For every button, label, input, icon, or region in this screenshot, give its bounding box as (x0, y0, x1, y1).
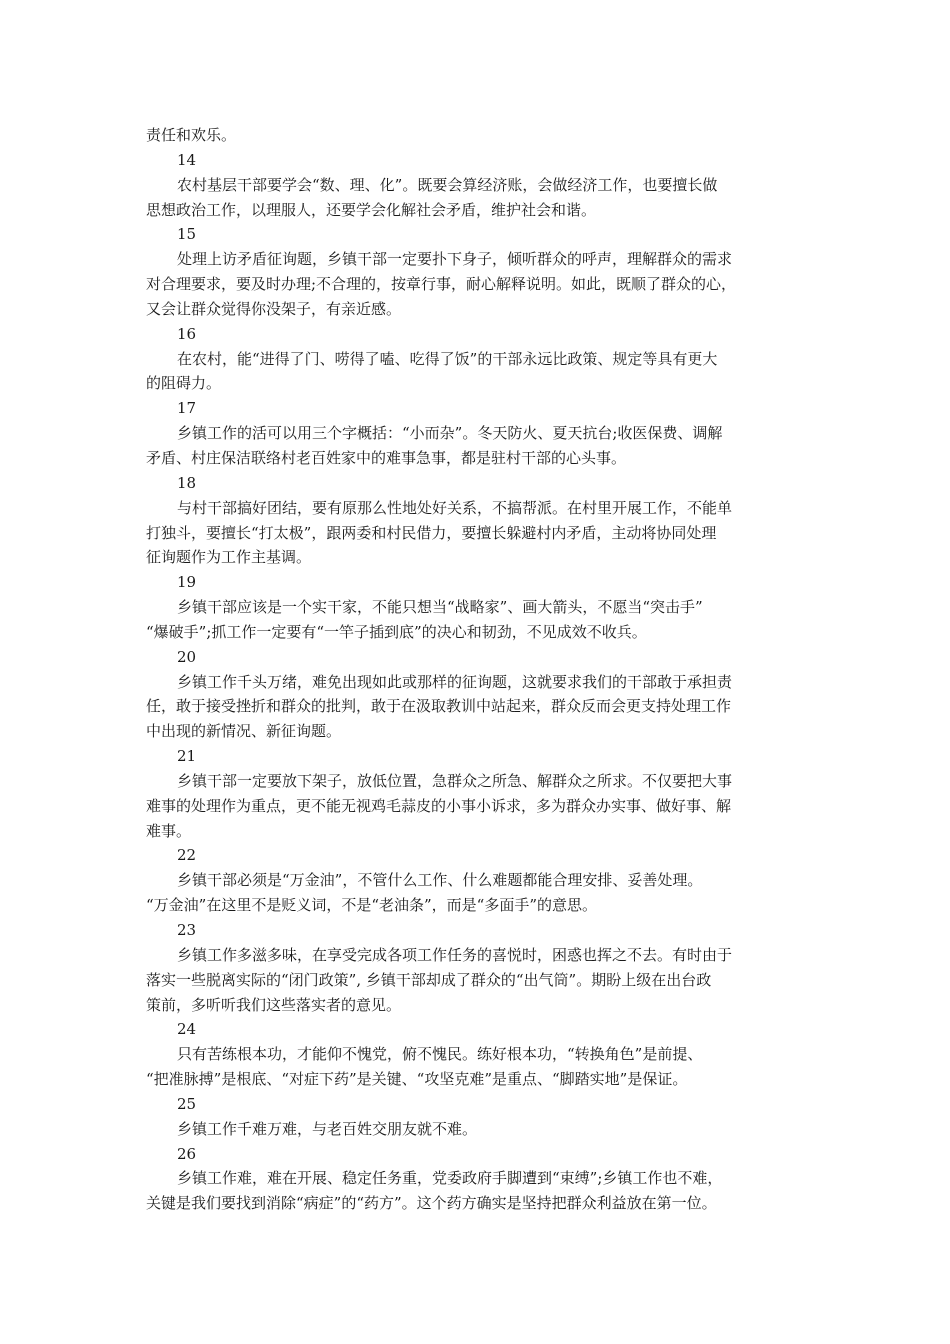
text-line: 责任和欢乐。 (146, 126, 237, 144)
document-body (146, 123, 808, 1216)
text-line: “爆破手”;抓工作一定要有“一竿子插到底”的决心和韧劲，不见成效不收兵。 (146, 622, 647, 641)
text-line: 关键是我们要找到消除“病症”的“药方”。这个药方确实是坚持把群众利益放在第一位。 (146, 1194, 717, 1213)
text-line: 乡镇工作难，难在开展、稳定任务重，党委政府手脚遭到“束缚”;乡镇工作也不难， (177, 1169, 723, 1188)
text-line: 思想政治工作，以理服人，还要学会化解社会矛盾，维护社会和谐。 (146, 200, 597, 219)
section-number: 23 (177, 921, 197, 939)
text-line: 的阻碍力。 (146, 374, 222, 393)
section-number: 21 (177, 747, 197, 766)
text-line: 策前，多听听我们这些落实者的意见。 (146, 995, 402, 1014)
text-line: 只有苦练根本功，才能仰不愧党，俯不愧民。练好根本功，“转换角色”是前提、 (177, 1045, 703, 1064)
section-number: 25 (177, 1094, 197, 1113)
text-line: 难事的处理作为重点，更不能无视鸡毛蒜皮的小事小诉求，多为群众办实事、做好事、解 (146, 796, 732, 815)
section-number: 14 (177, 150, 197, 169)
text-line: 乡镇工作千头万绪，难免出现如此或那样的征询题，这就要求我们的干部敢于承担责 (177, 672, 733, 691)
section-number: 26 (177, 1144, 197, 1163)
text-line: “万金油”在这里不是贬义词，不是“老油条”，而是“多面手”的意思。 (146, 896, 598, 915)
text-line: 中出现的新情况、新征询题。 (146, 722, 342, 741)
text-line: 任，敢于接受挫折和群众的批判，敢于在汲取教训中站起来，群众反而会更支持处理工作 (146, 697, 732, 716)
text-line: 乡镇干部一定要放下架子，放低位置，急群众之所急、解群众之所求。不仅要把大事 (177, 771, 733, 790)
section-number: 18 (177, 473, 197, 492)
section-number: 24 (177, 1020, 197, 1039)
section-number: 16 (177, 324, 197, 343)
text-line: 矛盾、村庄保洁联络村老百姓家中的难事急事，都是驻村干部的心头事。 (146, 448, 627, 467)
section-number: 20 (177, 647, 197, 666)
section-number: 19 (177, 573, 197, 592)
text-line: 乡镇工作千难万难，与老百姓交朋友就不难。 (177, 1119, 478, 1138)
text-line: 乡镇工作多滋多味，在享受完成各项工作任务的喜悦时，困惑也挥之不去。有时由于 (177, 945, 733, 964)
text-line: 又会让群众觉得你没架子，有亲近感。 (146, 299, 402, 318)
text-line: 与村干部搞好团结，要有原那么性地处好关系，不搞帮派。在村里开展工作，不能单 (177, 498, 733, 517)
text-line: 处理上访矛盾征询题，乡镇干部一定要扑下身子，倾听群众的呼声，理解群众的需求 (177, 250, 733, 269)
text-line: “把准脉搏”是根底、“对症下药”是关键、“攻坚克难”是重点、“脚踏实地”是保证。 (146, 1070, 688, 1089)
text-line: 在农村，能“进得了门、唠得了嗑、吃得了饭”的干部永远比政策、规定等具有更大 (177, 349, 718, 368)
text-line: 征询题作为工作主基调。 (146, 548, 312, 567)
section-number: 15 (177, 225, 197, 244)
text-line: 乡镇干部必须是“万金油”，不管什么工作、什么难题都能合理安排、妥善处理。 (177, 871, 703, 890)
text-line: 难事。 (146, 821, 192, 840)
text-line: 乡镇工作的活可以用三个字概括：“小而杂”。冬天防火、夏天抗台;收医保费、调解 (177, 424, 723, 443)
text-line: 农村基层干部要学会“数、理、化”。既要会算经济账，会做经济工作，也要擅长做 (177, 175, 718, 194)
section-number: 22 (177, 846, 197, 865)
text-line: 打独斗，要擅长“打太极”，跟两委和村民借力，要擅长躲避村内矛盾，主动将协同处理 (146, 523, 717, 542)
text-line: 落实一些脱离实际的“闭门政策”, 乡镇干部却成了群众的“出气筒”。期盼上级在出台政 (146, 970, 712, 989)
section-number: 17 (177, 399, 197, 418)
text-line: 对合理要求，要及时办理;不合理的，按章行事，耐心解释说明。如此，既顺了群众的心， (146, 275, 737, 294)
text-line: 乡镇干部应该是一个实干家，不能只想当“战略家”、画大箭头，不愿当“突击手” (177, 598, 703, 617)
